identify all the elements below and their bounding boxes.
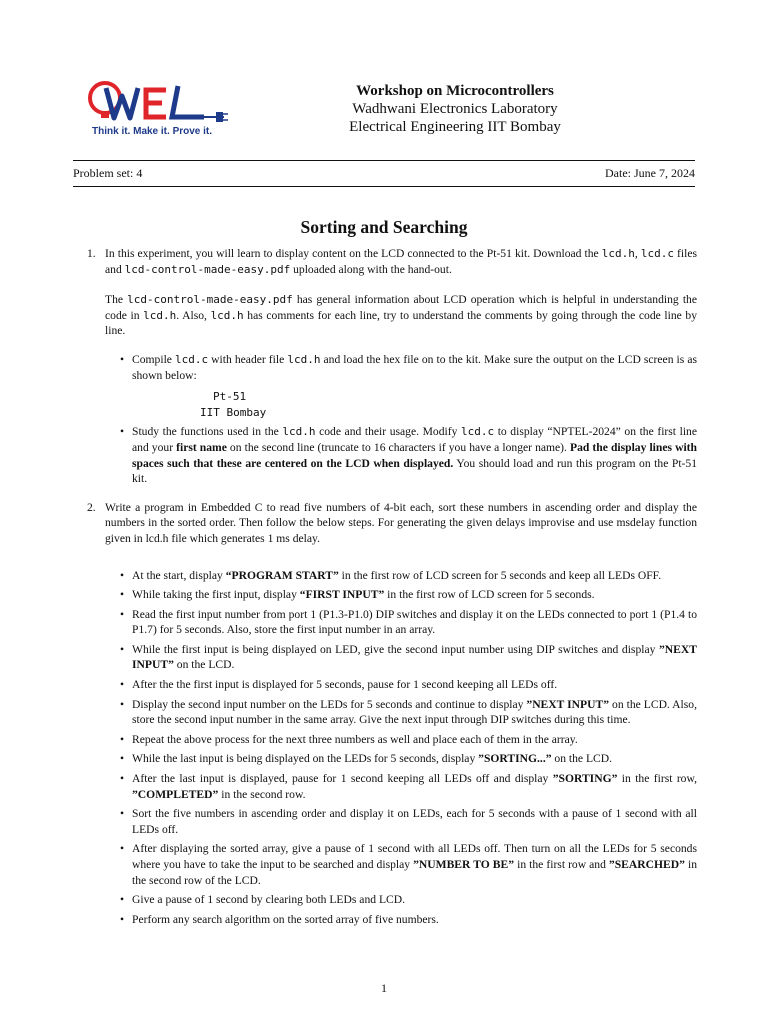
list-item: [73, 607, 697, 638]
text-span: Repeat the above process for the next three numbers as well and place each of them in the array.: [132, 732, 578, 746]
bullet: •: [120, 642, 125, 656]
bold-text: Pad the display lines with spaces such that these are centered on the LCD when displayed.: [132, 440, 697, 470]
filename: lcd.c: [640, 247, 674, 260]
text-span: While the first input is being displayed on LED, give the second input number using DIP switches and display: [132, 642, 659, 656]
text-span: uploaded along with the hand-out.: [290, 262, 452, 276]
list-item: [73, 697, 697, 728]
text-span: Give a pause of 1 second by clearing both LEDs and LCD.: [132, 893, 406, 907]
text-span: has comments for each line, try to understand the comments by going through the code line by line.: [105, 308, 697, 338]
list-item: [73, 771, 697, 802]
code-line-1: Pt-51: [213, 390, 247, 404]
text-span: After the the first input is displayed for 5 seconds, pause for 1 second keeping all LEDs off.: [132, 678, 558, 692]
list-item: [73, 642, 697, 673]
text-span: At the start, display: [132, 568, 226, 582]
text-span: on the second line (truncate to 16 characters if you have a longer name).: [226, 440, 571, 454]
filename: lcd-control-made-easy.pdf: [124, 262, 291, 276]
filename: lcd.h: [287, 352, 321, 366]
filename: lcd.h: [210, 308, 244, 322]
header-line-1: Workshop on Microcontrollers: [356, 83, 554, 99]
question-2: [73, 500, 697, 547]
text-span: in the first row of LCD screen for 5 seconds and keep all LEDs OFF.: [338, 568, 662, 582]
bullet: •: [120, 732, 125, 746]
text-span: in the second row of the LCD.: [132, 858, 698, 887]
bullet: •: [120, 842, 125, 856]
text-span: on the LCD. Also, store the second input number in the same array. Give the next input through DIP switches during this time.: [132, 697, 697, 727]
header-line-2: Wadhwani Electronics Laboratory: [352, 101, 558, 117]
filename: lcd.c: [175, 352, 209, 366]
bullet: •: [120, 772, 125, 786]
bold-text: ”NEXT INPUT”: [526, 697, 610, 711]
bold-text: ”SORTING”: [552, 772, 618, 786]
list-item: [73, 841, 697, 888]
text-span: . Also,: [176, 308, 211, 322]
list-item: [73, 732, 697, 748]
question-1: [73, 246, 697, 339]
bullet: •: [120, 588, 125, 602]
text-span: While the last input is being displayed on the LEDs for 5 seconds, display: [132, 752, 479, 766]
text-span: with header file: [208, 352, 288, 366]
text-span: Compile: [132, 352, 175, 366]
bullet: •: [120, 912, 125, 926]
lcd-output-block: [73, 389, 697, 420]
text-span: files and: [105, 247, 698, 276]
text-span: You should load and run this program on the Pt-51 kit.: [132, 456, 697, 486]
bullet: •: [120, 678, 125, 692]
text-span: Perform any search algorithm on the sorted array of five numbers.: [132, 912, 439, 926]
filename: lcd.h: [282, 425, 316, 439]
list-item: [73, 912, 697, 928]
filename: lcd.h: [601, 247, 635, 260]
bold-text: “PROGRAM START”: [225, 568, 339, 582]
problem-set-label: Problem set: 4: [73, 166, 143, 180]
bold-text: ”NUMBER TO BE”: [413, 858, 515, 871]
text-span: in the first row,: [617, 772, 697, 786]
text-span: After the last input is displayed, pause for 1 second keeping all LEDs off and display: [132, 772, 553, 786]
text-span: In this experiment, you will learn to display content on the LCD connected to the Pt-51 kit. Download the: [105, 247, 602, 260]
text-span: Read the first input number from port 1 (P1.3-P1.0) DIP switches and display it on the LEDs connected to port 1 (P1.4 to P1.7) for 5 seconds. Also, store the first input number in an array.: [132, 607, 697, 637]
text-span: on the LCD.: [173, 658, 235, 672]
question-2-steps: [73, 568, 697, 928]
text-span: to display “NPTEL-2024” on the first line and your: [132, 425, 697, 454]
question-number: 2.: [87, 500, 96, 514]
text-span: While taking the first input, display: [132, 588, 300, 602]
list-item: [73, 424, 697, 486]
header-line-3: Electrical Engineering IIT Bombay: [349, 119, 561, 135]
text-span: Sort the five numbers in ascending order and display it on LEDs, each for 5 seconds with a pause of 1 second with all LEDs off.: [132, 807, 697, 836]
page-number: 1: [381, 981, 387, 995]
bottom-rule: [73, 186, 695, 187]
text-span: Display the second input number on the LEDs for 5 seconds and continue to display: [132, 697, 527, 711]
bullet: •: [120, 893, 125, 907]
text-span: in the first row and: [514, 858, 609, 871]
bold-text: first name: [176, 440, 227, 454]
list-item: [73, 352, 697, 383]
list-item: [73, 587, 697, 603]
text-span: and load the hex file on to the kit. Make sure the output on the LCD screen is as shown below:: [132, 352, 697, 382]
question-1-intro: [105, 246, 697, 277]
bullet: •: [120, 352, 125, 366]
bold-text: ”SORTING...”: [478, 752, 552, 766]
text-span: ,: [634, 247, 641, 260]
text-span: on the LCD.: [551, 752, 613, 766]
bold-text: ”COMPLETED”: [132, 787, 219, 801]
bullet: •: [120, 697, 125, 711]
filename: lcd.h: [143, 308, 177, 322]
bullet: •: [120, 807, 125, 821]
document-body: [73, 246, 697, 927]
code-line-2: IIT Bombay: [200, 405, 267, 419]
question-2-intro: Write a program in Embedded C to read five numbers of 4-bit each, sort these numbers in ascending order and display the numbers in the sorted order. Then follow the below steps. For generating the given delays improvise and use msdelay function given in lcd.h file which generates 1 ms delay.: [105, 500, 697, 545]
filename: lcd.c: [460, 425, 495, 439]
document-header: [280, 82, 630, 136]
bold-text: ”SEARCHED”: [608, 858, 685, 871]
date-label: Date: June 7, 2024: [605, 166, 695, 180]
page-title: Sorting and Searching: [300, 217, 468, 237]
bullet: •: [120, 607, 125, 621]
text-span: The: [105, 293, 128, 307]
filename: lcd-control-made-easy.pdf: [127, 293, 293, 307]
bold-text: ”NEXT INPUT”: [132, 642, 697, 672]
bullet: •: [120, 425, 125, 439]
text-span: Study the functions used in the: [132, 425, 283, 439]
question-1-paragraph: [105, 292, 697, 339]
top-rule: [73, 160, 695, 161]
bullet: •: [120, 568, 125, 582]
bold-text: “FIRST INPUT”: [299, 588, 385, 602]
list-item: [73, 806, 697, 837]
list-item: [73, 677, 697, 693]
bullet: •: [120, 752, 125, 766]
wel-logo-icon: [86, 74, 236, 140]
text-span: has general information about LCD operation which is helpful in understanding the code in: [105, 293, 697, 322]
wel-logo: [86, 74, 236, 140]
text-span: in the first row of LCD screen for 5 seconds.: [384, 588, 595, 602]
text-span: After displaying the sorted array, give a pause of 1 second with all LEDs off. Then turn on all the LEDs for 5 seconds where you have to take the input to be searched and display: [132, 842, 697, 871]
logo-tagline: Think it. Make it. Prove it.: [92, 126, 213, 137]
list-item: [73, 892, 697, 908]
list-item: [73, 751, 697, 767]
text-span: code and their usage. Modify: [315, 425, 461, 439]
list-item: [73, 568, 697, 584]
question-number: 1.: [87, 247, 96, 260]
text-span: in the second row.: [218, 787, 306, 801]
